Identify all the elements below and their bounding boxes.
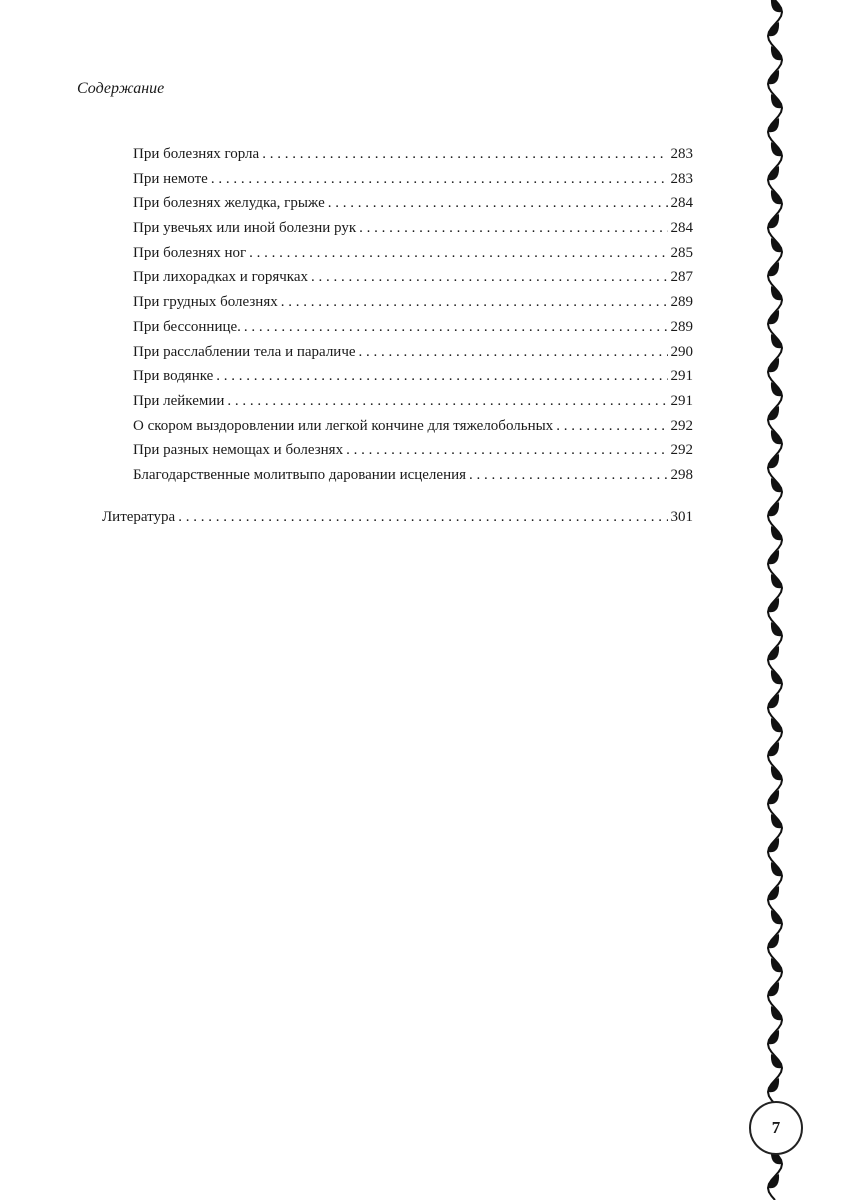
- toc-entry-page: 287: [670, 269, 693, 286]
- toc-entry-page: 291: [670, 392, 693, 409]
- toc-entry[interactable]: [133, 290, 693, 315]
- toc-entry-title: При водянке: [133, 368, 214, 385]
- toc-entry-title: При лихорадках и горячках: [133, 269, 309, 286]
- toc-entry-title: При разных немощах и болезнях: [133, 442, 344, 459]
- toc-entry-page: 292: [670, 417, 693, 434]
- toc-entry-title: О скором выздоровлении или легкой кончине для тяжелобольных: [133, 417, 554, 434]
- toc-entry[interactable]: [133, 340, 693, 365]
- toc-entry[interactable]: [133, 438, 693, 463]
- leader-dots: [359, 340, 668, 365]
- leader-dots: [346, 438, 667, 463]
- leader-dots: [249, 241, 667, 266]
- leader-dots: [311, 265, 667, 290]
- toc-entry[interactable]: [133, 414, 693, 439]
- toc-entry-title: При лейкемии: [133, 392, 225, 409]
- literature-section: [102, 505, 693, 530]
- leader-dots: [556, 414, 667, 439]
- toc-entry-title: При болезнях ног: [133, 244, 247, 261]
- toc-entry[interactable]: [133, 191, 693, 216]
- toc-entry[interactable]: [133, 463, 693, 488]
- toc-entry[interactable]: [133, 241, 693, 266]
- toc-entry-title: Благодарственные молитвыпо даровании исцеления: [133, 466, 467, 483]
- toc-entry-page: 301: [670, 509, 693, 525]
- toc-entry[interactable]: [133, 265, 693, 290]
- toc-entry-title: При болезнях желудка, грыже: [133, 195, 325, 212]
- toc-entry-page: 285: [670, 244, 693, 261]
- leader-dots: [211, 167, 668, 192]
- toc-entry[interactable]: [133, 216, 693, 241]
- toc-entry-page: 298: [670, 466, 693, 483]
- leader-dots: [281, 290, 668, 315]
- toc-entry-title: При увечьях или иной болезни рук: [133, 220, 357, 237]
- toc-entry[interactable]: [133, 315, 693, 340]
- toc-entry-title: При расслаблении тела и параличе: [133, 343, 356, 360]
- toc-entry-page: 290: [670, 343, 693, 360]
- toc-entry[interactable]: [133, 389, 693, 414]
- toc-entry[interactable]: [133, 167, 693, 192]
- leader-dots: [469, 463, 667, 488]
- toc-entry-title: При болезнях горла: [133, 146, 260, 162]
- leader-dots: [262, 142, 667, 167]
- leader-dots: [359, 216, 667, 241]
- toc-entry-title: При грудных болезнях: [133, 294, 278, 311]
- toc-entry-title: При бессоннице.: [133, 318, 241, 335]
- toc-entry-page: 289: [670, 294, 693, 311]
- toc-entry-page: 284: [670, 195, 693, 212]
- toc-entry-page: 292: [670, 442, 693, 459]
- toc-entry-literature[interactable]: [102, 505, 693, 530]
- vine-border-ornament: [740, 0, 820, 1200]
- toc-entry-title: При немоте: [133, 170, 208, 187]
- toc-entry-title: Литература: [102, 509, 176, 525]
- toc-entry-page: 283: [670, 146, 693, 162]
- toc-entry-page: 284: [670, 220, 693, 237]
- running-header: Содержание: [77, 80, 165, 97]
- toc-entry-page: 289: [670, 318, 693, 335]
- toc-entry[interactable]: [133, 364, 693, 389]
- leader-dots: [178, 505, 667, 530]
- toc-list: [133, 142, 693, 488]
- leader-dots: [328, 191, 668, 216]
- toc-entry[interactable]: [133, 142, 693, 167]
- page-number-badge: 7: [749, 1101, 803, 1155]
- leader-dots: [216, 364, 667, 389]
- toc-entry-page: 291: [670, 368, 693, 385]
- leader-dots: [244, 315, 668, 340]
- toc-entry-page: 283: [670, 170, 693, 187]
- leader-dots: [227, 389, 667, 414]
